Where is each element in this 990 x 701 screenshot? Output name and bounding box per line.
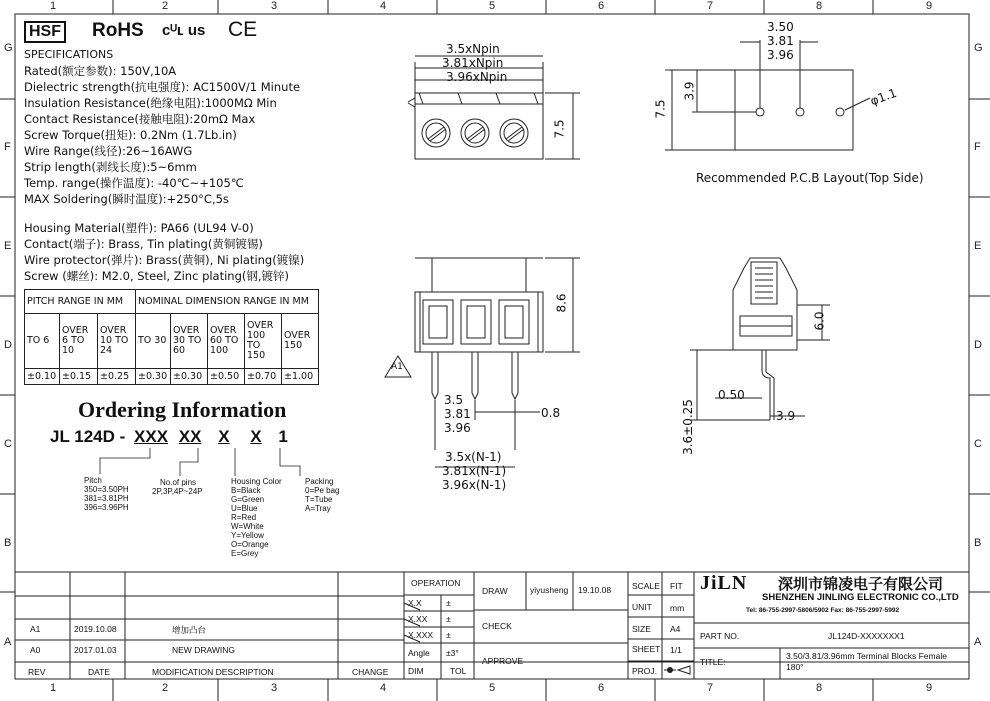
zone-row-a-r: A [974,636,982,648]
tol-xx-v: ± [446,598,451,608]
desc-header: MODIFICATION DESCRIPTION [152,667,274,677]
dim-pitch-35: 3.5 [444,393,464,407]
side-dim-60: 6.0 [812,311,827,331]
color-opt: R=Red [231,513,257,522]
title-value: 3.50/3.81/3.96mm Terminal Blocks Female 180° [786,651,947,672]
desc-a1: 增加凸台 [172,625,207,635]
scale-value: FIT [670,581,683,591]
company-name-en: SHENZHEN JINLING ELECTRONIC CO.,LTD [762,592,959,603]
sheet-label: SHEET [632,644,661,654]
zone-row-f-r: F [974,141,981,153]
zone-col-6: 6 [598,0,605,12]
pcb-dim-39: 3.9 [682,81,697,101]
pcb-pitch-381: 3.81 [767,34,794,48]
zone-row-c-r: C [974,438,982,450]
zone-col-9b: 9 [926,682,933,694]
spec-strip: Strip length(剥线长度):5~6mm [24,160,197,174]
spec-insulation: Insulation Resistance(绝缘电阻):1000MΩ Min [24,96,277,110]
pcb-hole-dia: φ1.1 [868,85,899,109]
color-opt: B=Black [231,486,261,495]
tol-val: ±1.00 [282,369,319,385]
rohs-logo: RoHS [92,20,144,41]
pins-opt: 2P,3P,4P~24P [152,487,203,496]
dim-h86: 8.6 [554,293,569,313]
dim-pitch-381: 3.81 [444,407,471,421]
zone-row-b-r: B [974,537,982,549]
operation-label: OPERATION [411,578,461,588]
code-pitch: XXX [134,427,169,446]
scale-label: SCALE [632,581,660,591]
tol-xxx-v: ± [446,614,451,624]
dim-span-396: 3.96x(N-1) [442,478,507,492]
zone-col-2b: 2 [162,682,169,694]
color-opt: Y=Yellow [231,531,264,540]
dim-span-381: 3.81x(N-1) [442,464,507,478]
a1-label: A1 [391,362,403,372]
dim-pitch-396: 3.96 [444,421,471,435]
color-opt: G=Green [231,495,265,504]
zone-col-3: 3 [271,0,278,12]
zone-col-6b: 6 [598,682,605,694]
projection-symbol-icon [664,664,692,676]
proj-label: PROJ. [632,666,658,676]
rev-a1: A1 [30,624,41,634]
tol-col: OVER 6 TO 10 [60,314,98,369]
zone-row-e-r: E [974,240,982,252]
dim-h75: 7.5 [552,119,567,139]
packing-opt: A=Tray [305,504,331,513]
tol-val: ±0.30 [171,369,208,385]
tol-head-nominal: NOMINAL DIMENSION RANGE IN MM [136,290,319,314]
rev-header: REV [28,667,46,677]
spec-rated: Rated(额定参数): 150V,10A [24,64,177,78]
side-dim-36: 3.6±0.25 [680,399,695,455]
code-color: X [218,427,230,446]
tol-val: ±0.25 [98,369,136,385]
zone-row-g-r: G [974,42,983,54]
zone-col-2: 2 [162,0,169,12]
tol-xxxx: X.XXX [408,630,434,640]
zone-col-4b: 4 [380,682,387,694]
dim-label: DIM [408,666,424,676]
part-no-value: JL124D-XXXXXXX1 [828,631,905,641]
zone-row-f: F [4,141,11,153]
spec-title: SPECIFICATIONS [24,48,114,61]
size-value: A4 [670,624,681,634]
tol-col: OVER 10 TO 24 [98,314,136,369]
desc-a0: NEW DRAWING [172,645,235,655]
hsf-logo: HSF [24,21,66,43]
spec-torque: Screw Torque(扭矩): 0.2Nm (1.7Lb.in) [24,128,237,142]
spec-wire-protector: Wire protector(弹片): Brass(黄铜), Ni plating(镀镍) [24,253,305,267]
tol-val: ±0.15 [60,369,98,385]
dim-pin-396: 3.96xNpin [446,70,508,84]
company-contact: Tel: 86-755-2997-5806/5902 Fax: 86-755-2997-5992 [746,607,900,614]
tol-col: OVER 100 TO 150 [245,314,282,369]
tol-col: OVER 30 TO 60 [171,314,208,369]
pitch-opt: 396=3.96PH [84,503,129,512]
zone-col-5: 5 [489,0,496,12]
approve-label: APPROVE [482,656,524,666]
pins-legend-title: No.of pins [160,478,197,487]
code-suffix: 1 [278,427,288,446]
tol-val: ±0.70 [245,369,282,385]
zone-col-5b: 5 [489,682,496,694]
dim-pin-35: 3.5xNpin [446,42,500,56]
color-opt: E=Grey [231,549,259,558]
tol-val: ±0.50 [208,369,245,385]
code-packing: X [250,427,262,446]
zone-row-d: D [4,339,12,351]
zone-row-g: G [4,42,13,54]
spec-dielectric: Dielectric strength(抗电强度): AC1500V/1 Minute [24,80,301,94]
pcb-caption: Recommended P.C.B Layout(Top Side) [696,171,924,185]
company-logo: JiLN [700,572,748,594]
date-header: DATE [88,667,111,677]
tol-angle: Angle [408,648,430,658]
draw-date: 19.10.08 [578,585,612,595]
code-pins: XX [178,427,202,446]
spec-housing: Housing Material(塑件): PA66 (UL94 V-0) [24,221,254,235]
tol-head-pitch: PITCH RANGE IN MM [25,290,136,314]
tol-col: OVER 60 TO 100 [208,314,245,369]
color-opt: U=Blue [231,504,258,513]
color-opt: O=Orange [231,540,269,549]
ordering-title: Ordering Information [78,397,287,422]
spec-soldering: MAX Soldering(瞬时温度):+250°C,5s [24,192,229,206]
change-header: CHANGE [352,667,389,677]
zone-row-d-r: D [974,339,982,351]
spec-contact-res: Contact Resistance(接触电阻):20mΩ Max [24,112,256,126]
zone-col-8: 8 [816,0,823,12]
tol-val: ±0.10 [25,369,60,385]
draw-label: DRAW [482,586,508,596]
pcb-pitch-396: 3.96 [767,48,794,62]
packing-legend-title: Packing [305,477,334,486]
size-label: SIZE [632,624,651,634]
tol-xxx: X.XX [408,614,428,624]
pitch-legend-title: Pitch [84,476,102,485]
date-a0: 2017.01.03 [74,645,117,655]
drawer-name: yiyusheng [530,585,569,595]
color-legend-title: Housing Color [231,477,282,486]
pitch-opt: 381=3.81PH [84,494,129,503]
tol-val: ±0.30 [136,369,171,385]
zone-row-e: E [4,240,12,252]
zone-col-9: 9 [926,0,933,12]
rev-a0: A0 [30,645,41,655]
zone-col-1b: 1 [50,682,57,694]
side-dim-050: 0.50 [718,388,745,402]
zone-col-7b: 7 [707,682,714,694]
pitch-opt: 350=3.50PH [84,485,129,494]
unit-value: mm [670,603,685,613]
dim-span-35: 3.5x(N-1) [445,450,502,464]
packing-opt: 0=Pe bag [305,486,340,495]
code-prefix: JL 124D - [50,427,126,446]
date-a1: 2019.10.08 [74,624,117,634]
tol-col: TO 30 [136,314,171,369]
ul-logo: cᵁʟ us [162,22,206,39]
sheet-value: 1/1 [670,645,682,655]
zone-col-1: 1 [50,0,57,12]
tol-xxxx-v: ± [446,630,451,640]
zone-row-b: B [4,537,12,549]
zone-row-a: A [4,636,12,648]
tol-label: TOL [450,666,467,676]
spec-screw: Screw (螺丝): M2.0, Steel, Zinc plating(钢,镀锌) [24,269,290,283]
unit-label: UNIT [632,602,652,612]
zone-row-c: C [4,438,12,450]
tol-col: OVER 150 [282,314,319,369]
ce-logo: CE [228,18,258,41]
spec-temp: Temp. range(操作温度): -40℃~+105℃ [24,176,244,190]
pcb-pitch-350: 3.50 [767,20,794,34]
check-label: CHECK [482,621,512,631]
dim-pin-width: 0.8 [541,406,561,420]
spec-contact: Contact(端子): Brass, Tin plating(黄铜镀锡) [24,237,263,251]
title-label: TITLE: [700,657,726,667]
zone-col-4: 4 [380,0,387,12]
spec-wire-range: Wire Range(线径):26~16AWG [24,144,193,158]
tol-angle-v: ±3° [446,648,459,658]
side-dim-39: 3.9 [776,409,796,423]
color-opt: W=White [231,522,264,531]
part-no-label: PART NO. [700,631,740,641]
company-name-cn: 深圳市锦凌电子有限公司 [778,575,944,593]
zone-col-8b: 8 [816,682,823,694]
packing-opt: T=Tube [305,495,333,504]
dim-pin-381: 3.81xNpin [442,56,504,70]
zone-col-7: 7 [707,0,714,12]
tol-xx: X.X [408,598,422,608]
pcb-dim-75: 7.5 [653,99,668,119]
zone-col-3b: 3 [271,682,278,694]
tol-col: TO 6 [25,314,60,369]
